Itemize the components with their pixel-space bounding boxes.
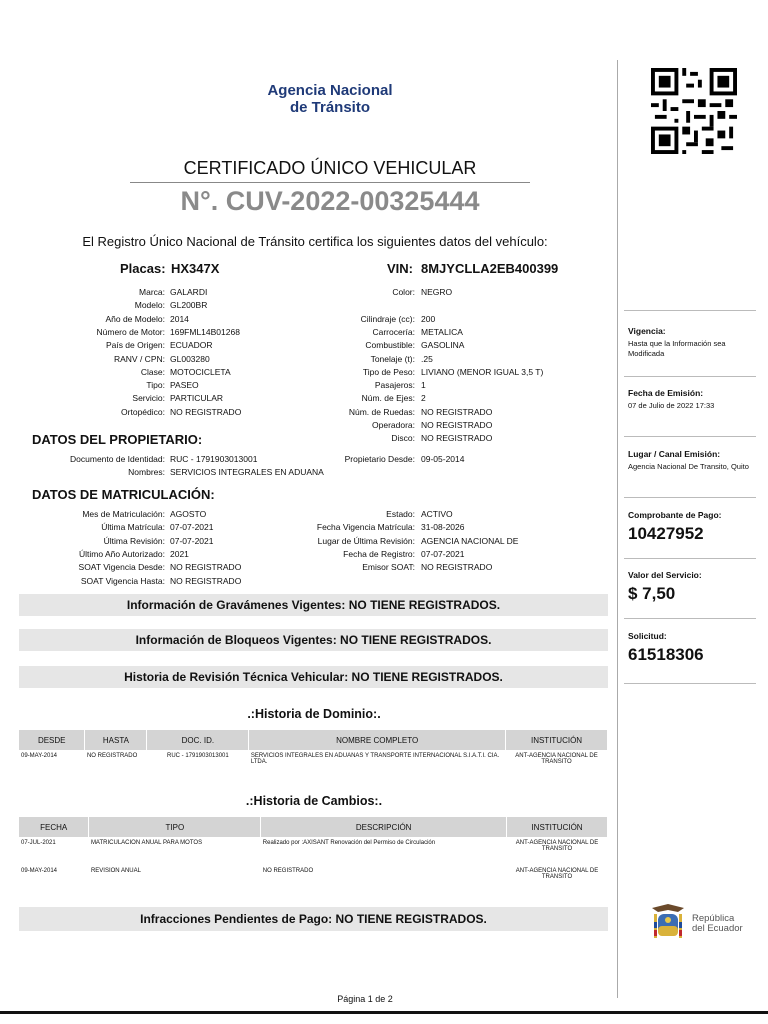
vehicle-field-label: Servicio:: [132, 393, 165, 404]
sidebar-rule: [624, 618, 756, 619]
service-value-label: Valor del Servicio:: [628, 570, 702, 580]
footer-rule: [0, 1011, 768, 1014]
table-cell: REVISION ANUAL: [90, 868, 141, 874]
validity-label: Vigencia:: [628, 326, 666, 336]
vehicle-field-value: METALICA: [421, 326, 463, 337]
certificate-intro: El Registro Único Nacional de Tránsito certifica los siguientes datos del vehículo:: [82, 234, 548, 249]
registration-field-value: 07-07-2021: [421, 548, 465, 559]
validity-block: [628, 326, 756, 359]
owner-name-label: Nombres:: [128, 467, 165, 477]
column-header: DOC. ID.: [147, 730, 249, 750]
issue-date-label: Fecha de Emisión:: [628, 388, 704, 398]
service-value-amount: $ 7,50: [628, 584, 676, 603]
registration-field-value: NO REGISTRADO: [170, 562, 242, 573]
registration-field-value: ACTIVO: [421, 509, 453, 519]
vehicle-field-value: 2014: [170, 313, 189, 324]
registration-field-label: Fecha Vigencia Matrícula:: [316, 522, 415, 533]
sidebar-rule: [624, 310, 756, 311]
registration-field-label: SOAT Vigencia Desde:: [78, 562, 165, 573]
table-cell: ANT-AGENCIA NACIONAL DE TRANSITO: [515, 840, 599, 852]
changes-history-title: .:Historia de Cambios:.: [245, 794, 383, 808]
registration-field-label: Última Matrícula:: [101, 522, 165, 533]
vehicle-field-value: NO REGISTRADO: [170, 406, 242, 417]
table-cell: ANT-AGENCIA NACIONAL DE TRANSITO: [515, 868, 599, 880]
vehicle-field-value: GALARDI: [170, 287, 208, 297]
table-cell: 09-MAY-2014: [21, 868, 58, 874]
registration-field-value: 31-08-2026: [421, 522, 465, 533]
changes-history-table: [19, 817, 608, 893]
vehicle-field-value: ECUADOR: [170, 340, 213, 351]
request-label: Solicitud:: [628, 631, 667, 641]
table-cell: NO REGISTRADO: [262, 868, 314, 874]
registration-field-label: Lugar de Última Revisión:: [317, 535, 415, 546]
vehicle-field-label: Color:: [392, 287, 415, 297]
plate-value: HX347X: [171, 261, 220, 276]
registration-field-value: AGENCIA NACIONAL DE: [421, 535, 519, 546]
column-header: FECHA: [19, 817, 89, 837]
registration-field-label: Última Revisión:: [103, 535, 165, 546]
plate-label: Placas:: [120, 261, 166, 276]
vehicle-field-value: PASEO: [170, 380, 199, 391]
column-header: DESCRIPCIÓN: [261, 817, 507, 837]
vehicle-field-label: Núm. de Ruedas:: [348, 406, 415, 417]
vehicle-field-label: Disco:: [391, 433, 415, 444]
issue-date-value: 07 de Julio de 2022 17:33: [628, 401, 715, 410]
technical-review-band: Historia de Revisión Técnica Vehicular: NO TIENE REGISTRADOS.: [19, 666, 608, 688]
vehicle-field-value: 2: [421, 393, 426, 404]
vehicle-field-label: Combustible:: [365, 340, 415, 351]
vehicle-field-label: Núm. de Ejes:: [361, 393, 415, 404]
vehicle-field-label: Marca:: [139, 287, 165, 297]
ownership-history-table: [19, 730, 608, 778]
vehicle-field-value: NEGRO: [421, 287, 453, 297]
vehicle-field-value: GASOLINA: [421, 340, 465, 351]
owner-doc-value: RUC - 1791903013001: [170, 454, 258, 464]
vehicle-field-label: Tonelaje (t):: [370, 353, 415, 364]
vehicle-field-label: Año de Modelo:: [105, 313, 165, 324]
registration-field-value: NO REGISTRADO: [421, 562, 493, 573]
vehicle-field-label: País de Origen:: [105, 340, 165, 351]
issue-date-block: [628, 388, 756, 411]
column-header: TIPO: [89, 817, 261, 837]
vehicle-field-label: Operadora:: [372, 420, 415, 430]
certificate-number: N°. CUV-2022-00325444: [180, 186, 480, 216]
table-cell: Realizado por :AXISANT Renovación del Permiso de Circulación: [262, 840, 436, 846]
table-cell: RUC - 1791903013001: [167, 753, 229, 759]
registration-field-value: AGOSTO: [170, 509, 207, 519]
registration-field-label: Último Año Autorizado:: [79, 548, 165, 559]
table-cell: ANT-AGENCIA NACIONAL DE TRANSITO: [515, 753, 598, 765]
agency-name-line2: de Tránsito: [289, 99, 371, 116]
issue-place-label: Lugar / Canal Emisión:: [628, 449, 721, 459]
issue-place-value: Agencia Nacional De Transito, Quito: [628, 462, 749, 471]
registration-field-label: Estado:: [386, 509, 415, 519]
registration-field-label: Emisor SOAT:: [362, 562, 415, 573]
table-row: [19, 750, 608, 778]
agency-name-line1: Agencia Nacional: [267, 82, 393, 99]
republica-logo-text: [692, 914, 743, 934]
table-cell: 07-JUL-2021: [21, 840, 56, 846]
sidebar-rule: [624, 376, 756, 377]
owner-since-label: Propietario Desde:: [344, 454, 415, 464]
vin-value: 8MJYCLLA2EB400399: [421, 261, 559, 276]
vehicle-field-value: PARTICULAR: [170, 393, 224, 404]
registration-field-value: NO REGISTRADO: [170, 575, 242, 586]
qr-code-icon: [650, 68, 738, 154]
vehicle-field-value: 169FML14B01268: [170, 326, 240, 337]
vehicle-field-value: GL003280: [170, 353, 210, 364]
liens-band: Información de Gravámenes Vigentes: NO TIENE REGISTRADOS.: [19, 594, 608, 616]
table-row: [19, 865, 608, 893]
vehicle-field-label: RANV / CPN:: [113, 353, 165, 364]
republica-line2: del Ecuador: [692, 923, 743, 934]
vehicle-field-value: NO REGISTRADO: [421, 420, 493, 430]
vehicle-field-label: Modelo:: [134, 300, 165, 311]
vehicle-field-value: MOTOCICLETA: [170, 366, 231, 377]
owner-since-value: 09-05-2014: [421, 454, 465, 464]
issue-place-block: [628, 449, 756, 472]
column-header: INSTITUCIÓN: [507, 817, 608, 837]
owner-name-value: SERVICIOS INTEGRALES EN ADUANA: [170, 467, 324, 477]
registration-field-label: SOAT Vigencia Hasta:: [80, 575, 165, 586]
page-number: Página 1 de 2: [337, 994, 393, 1004]
vehicle-field-value: NO REGISTRADO: [421, 406, 493, 417]
sidebar-rule: [624, 436, 756, 437]
vehicle-field-label: Tipo de Peso:: [362, 366, 415, 377]
vin-label: VIN:: [387, 261, 413, 276]
service-value-block: [628, 570, 756, 604]
vehicle-field-value: LIVIANO (MENOR IGUAL 3,5 T): [421, 366, 544, 377]
vehicle-field-value: GL200BR: [170, 300, 208, 311]
table-cell: 09-MAY-2014: [21, 753, 58, 759]
column-header: DESDE: [19, 730, 85, 750]
payment-receipt-value: 10427952: [628, 524, 704, 543]
blocks-band: Información de Bloqueos Vigentes: NO TIENE REGISTRADOS.: [19, 629, 608, 651]
table-cell: SERVICIOS INTEGRALES EN ADUANAS Y TRANSPORTE INTERNACIONAL S.I.A.T.I. CIA. LTDA.: [250, 753, 500, 765]
registration-field-value: 2021: [170, 548, 189, 559]
agency-logo: [240, 66, 420, 132]
pending-fines-band: Infracciones Pendientes de Pago: NO TIENE REGISTRADOS.: [19, 907, 608, 931]
request-value: 61518306: [628, 645, 704, 664]
vehicle-field-label: Clase:: [140, 366, 165, 377]
vehicle-field-value: 1: [421, 380, 426, 391]
registration-field-value: 07-07-2021: [170, 535, 214, 546]
column-header: HASTA: [85, 730, 147, 750]
table-cell: MATRICULACION ANUAL PARA MOTOS: [90, 840, 203, 846]
registration-field-label: Mes de Matriculación:: [82, 509, 165, 519]
sidebar-rule: [624, 683, 756, 684]
sidebar-rule: [624, 558, 756, 559]
registration-section-title: DATOS DE MATRICULACIÓN:: [32, 487, 215, 502]
owner-doc-label: Documento de Identidad:: [70, 454, 165, 464]
vehicle-field-value: .25: [421, 353, 433, 364]
validity-value: Hasta que la Información sea Modificada: [628, 339, 726, 358]
vehicle-field-label: Pasajeros:: [374, 380, 415, 391]
vehicle-field-label: Tipo:: [146, 380, 165, 391]
vehicle-field-label: Carrocería:: [372, 326, 415, 337]
vehicle-field-label: Ortopédico:: [121, 406, 165, 417]
table-cell: NO REGISTRADO: [86, 753, 138, 759]
certificate-title: CERTIFICADO ÚNICO VEHICULAR: [130, 158, 530, 183]
column-header: INSTITUCIÓN: [506, 730, 608, 750]
sidebar-divider: [617, 60, 618, 998]
payment-receipt-block: [628, 510, 756, 544]
vehicle-field-label: Cilindraje (cc):: [360, 313, 415, 324]
ownership-history-title: .:Historia de Dominio:.: [247, 707, 381, 721]
ecuador-coat-of-arms-icon: [648, 902, 688, 944]
republica-line1: República: [692, 913, 735, 924]
vehicle-field-label: Número de Motor:: [96, 326, 165, 337]
table-row: [19, 837, 608, 865]
vehicle-field-value: NO REGISTRADO: [421, 433, 493, 444]
owner-section-title: DATOS DEL PROPIETARIO:: [32, 432, 203, 447]
vehicle-field-value: 200: [421, 313, 436, 324]
payment-receipt-label: Comprobante de Pago:: [628, 510, 722, 520]
registration-field-label: Fecha de Registro:: [343, 548, 415, 559]
request-block: [628, 631, 756, 665]
column-header: NOMBRE COMPLETO: [249, 730, 506, 750]
registration-field-value: 07-07-2021: [170, 522, 214, 533]
sidebar-rule: [624, 497, 756, 498]
